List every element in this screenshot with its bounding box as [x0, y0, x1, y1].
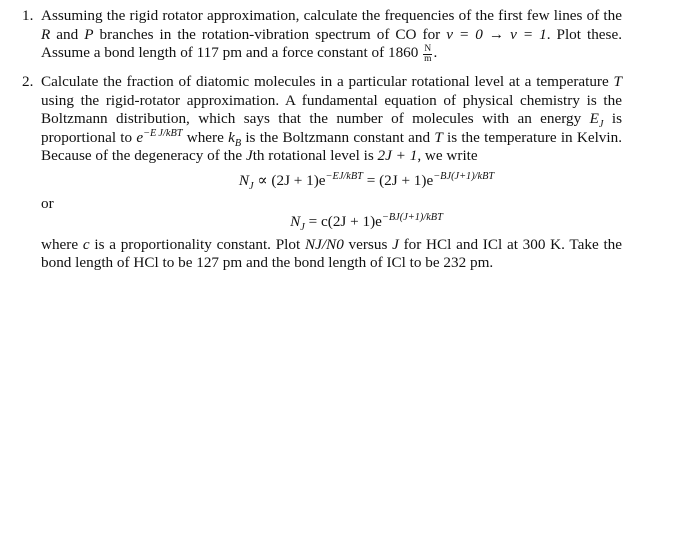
exponential-power: −E J/kBT [143, 127, 183, 139]
unit-fraction [423, 45, 432, 66]
population-symbol: N [238, 171, 249, 189]
text: using the rigid-rotator approximation. A fundamental equation of physical chemistry is the Boltzmann distribution, which says that the number of molecules with an energy [41, 91, 622, 128]
text: where [41, 235, 83, 253]
text: for HCl and ICl at 300 K. Take the bond length of HCl to be 127 pm and the bond length of ICl to be 232 pm. [41, 235, 623, 272]
equation-exponent: −EJ/kBT [325, 170, 363, 182]
proportionality-equation [111, 213, 622, 232]
temperature-symbol: T [434, 128, 443, 146]
degeneracy-expression: 2J + 1 [377, 147, 418, 165]
text: is the temperature in Kelvin. Because of the degeneracy of the [41, 128, 623, 165]
text: , we write [417, 147, 478, 165]
or-connector: or [41, 194, 54, 212]
rotational-level-symbol: J [245, 147, 253, 165]
equation-exponent: −BJ(J+1)/kBT [433, 170, 495, 182]
text: is the Boltzmann constant and [241, 128, 435, 146]
constant-symbol: c [82, 235, 90, 253]
text: versus [343, 235, 393, 253]
population-subscript: J [300, 222, 305, 234]
unit-numerator: N [424, 43, 432, 54]
equation-text: = c(2J + 1)e [304, 213, 382, 231]
text: and [50, 25, 85, 43]
problem-number: 2. [22, 73, 34, 90]
boltzmann-symbol: k [228, 128, 235, 146]
text: . Plot these. Assume a bond length of 117 pm and a force constant of 1860 [41, 25, 622, 62]
population-ratio: NJ/N0 [304, 235, 344, 253]
unit-denominator: m [424, 54, 432, 65]
temperature-symbol: T [613, 73, 622, 90]
population-subscript: J [248, 181, 254, 192]
equation-text: ∝ (2J + 1)e [253, 171, 326, 189]
boltzmann-equation [111, 172, 622, 191]
problem-1-text [41, 7, 622, 65]
text: th rotational level is [252, 147, 378, 165]
branch-r: R [41, 25, 51, 43]
equation-text: = (2J + 1)e [362, 171, 434, 189]
problem-1 [22, 7, 622, 65]
energy-symbol: E [589, 110, 599, 128]
text: is proportional to [41, 110, 622, 146]
branch-p: P [84, 25, 94, 43]
population-symbol: N [290, 213, 301, 231]
boltzmann-subscript: B [234, 137, 242, 149]
text: is a proportionality constant. Plot [89, 235, 305, 253]
problem-number: 1. [22, 7, 34, 24]
rotational-level-symbol: J [392, 235, 399, 253]
text: . [433, 44, 438, 62]
problem-2-text [41, 73, 622, 273]
equation-exponent: −BJ(J+1)/kBT [381, 212, 443, 224]
text: where [182, 128, 229, 146]
text: branches in the rotation-vibration spectrum of CO for [93, 25, 447, 43]
energy-subscript: J [598, 119, 604, 131]
text: Assuming the rigid rotator approximation, calculate the frequencies of the first few lines of the [41, 7, 622, 24]
exponential-base: e [136, 128, 144, 146]
problem-2 [22, 73, 622, 273]
text: Calculate the fraction of diatomic molecules in a particular rotational level at a temperature [41, 73, 614, 90]
vibrational-transition: v = 0 → v = 1 [446, 25, 547, 43]
